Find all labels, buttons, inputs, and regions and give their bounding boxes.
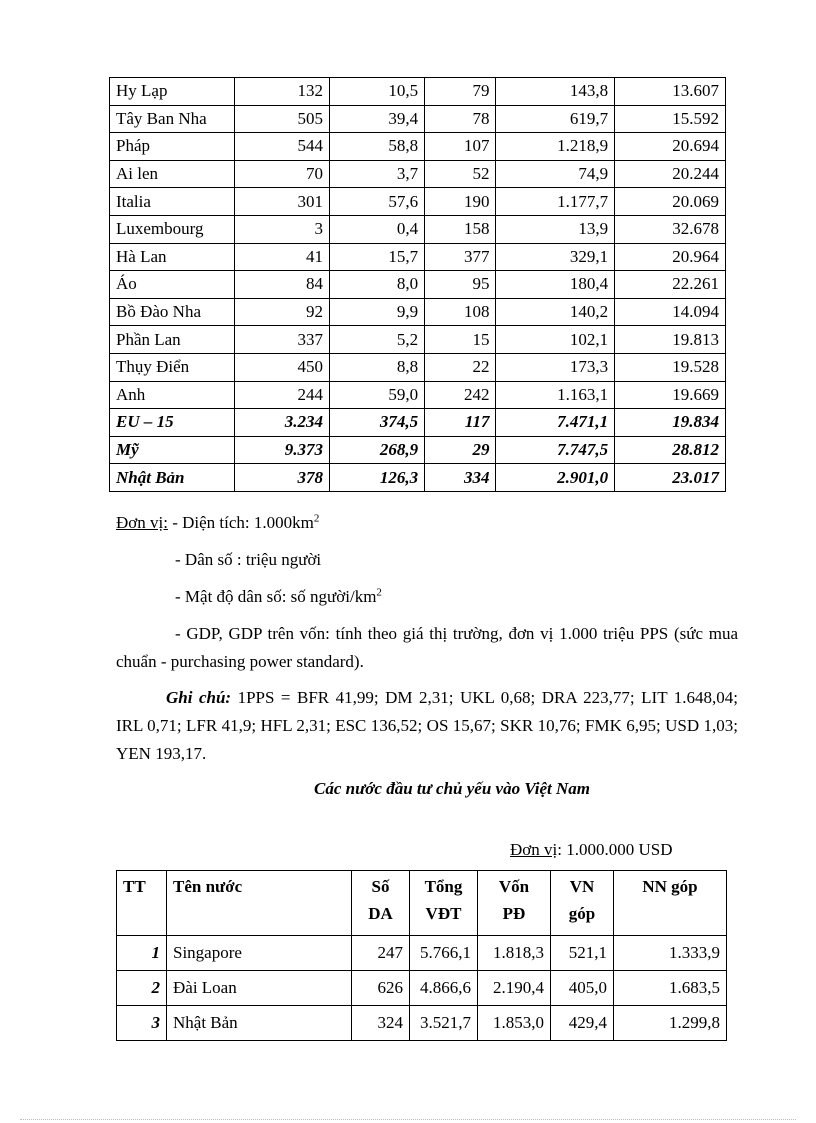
investors-table [116,870,727,1041]
superscript: 2 [313,512,320,525]
table-header-row [117,871,727,936]
table-row: Bồ Đào Nha 92 9,9 108 140,2 14.094 [110,298,726,326]
table-row: Pháp 544 58,8 107 1.218,9 20.694 [110,133,726,161]
header-tt: TT [117,871,167,936]
header-tong-vdt: Tổng VĐT [410,871,478,936]
units-area-line [116,512,319,534]
investors-unit-label: Đơn vị [510,840,558,859]
table-row-summary: Mỹ 9.373 268,9 29 7.747,5 28.812 [110,436,726,464]
table-row: Hà Lan 41 15,7 377 329,1 20.964 [110,243,726,271]
table-row: Anh 244 59,0 242 1.163,1 19.669 [110,381,726,409]
table-row: Áo 84 8,0 95 180,4 22.261 [110,271,726,299]
units-area: - Diện tích: 1.000km [172,513,314,532]
table-row: Hy Lạp 132 10,5 79 143,8 13.607 [110,78,726,106]
table-row: Luxembourg 3 0,4 158 13,9 32.678 [110,215,726,243]
units-density-line [175,586,382,608]
units-density: - Mật độ dân số: số người/km [175,587,377,606]
header-vn-gop: VN góp [551,871,614,936]
investors-unit-value: : 1.000.000 USD [557,840,673,859]
header-name: Tên nước [167,871,352,936]
table-row-summary: EU – 15 3.234 374,5 117 7.471,1 19.834 [110,409,726,437]
table-row: 2 Đài Loan 626 4.866,6 2.190,4 405,0 1.683,5 [117,971,727,1006]
page-border-dotted [20,1119,796,1120]
units-population: - Dân số : triệu người [175,550,322,569]
eu-statistics-table [109,77,726,492]
table-row: Phần Lan 337 5,2 15 102,1 19.813 [110,326,726,354]
note-text: 1PPS = BFR 41,99; DM 2,31; UKL 0,68; DRA 223,77; LIT 1.648,04; IRL 0,71; LFR 41,9; HFL 2,31; ESC 136,52; OS 15,67; SKR 10,76; FMK 6,95; USD 1,03; YEN 193,17. [116,688,738,763]
header-von-pd: Vốn PĐ [478,871,551,936]
note-heading: Ghi chú: [166,688,232,707]
table-row: Tây Ban Nha 505 39,4 78 619,7 15.592 [110,105,726,133]
table-row: Italia 301 57,6 190 1.177,7 20.069 [110,188,726,216]
header-so-da: Số DA [352,871,410,936]
units-label: Đơn vị: [116,513,168,532]
superscript: 2 [376,586,382,599]
units-gdp: - GDP, GDP trên vốn: tính theo giá thị trường, đơn vị 1.000 triệu PPS (sức mua chuẩn - purchasing power standard). [116,624,738,671]
header-nn-gop: NN góp [614,871,727,936]
note-paragraph [116,684,738,768]
table-row: Ai len 70 3,7 52 74,9 20.244 [110,160,726,188]
table-row: Thụy Điển 450 8,8 22 173,3 19.528 [110,353,726,381]
table-row-summary: Nhật Bản 378 126,3 334 2.901,0 23.017 [110,464,726,492]
investors-unit [510,839,672,861]
table-row: 1 Singapore 247 5.766,1 1.818,3 521,1 1.333,9 [117,936,727,971]
investors-caption: Các nước đầu tư chủ yếu vào Việt Nam [314,779,590,798]
table-row: 3 Nhật Bản 324 3.521,7 1.853,0 429,4 1.299,8 [117,1006,727,1041]
